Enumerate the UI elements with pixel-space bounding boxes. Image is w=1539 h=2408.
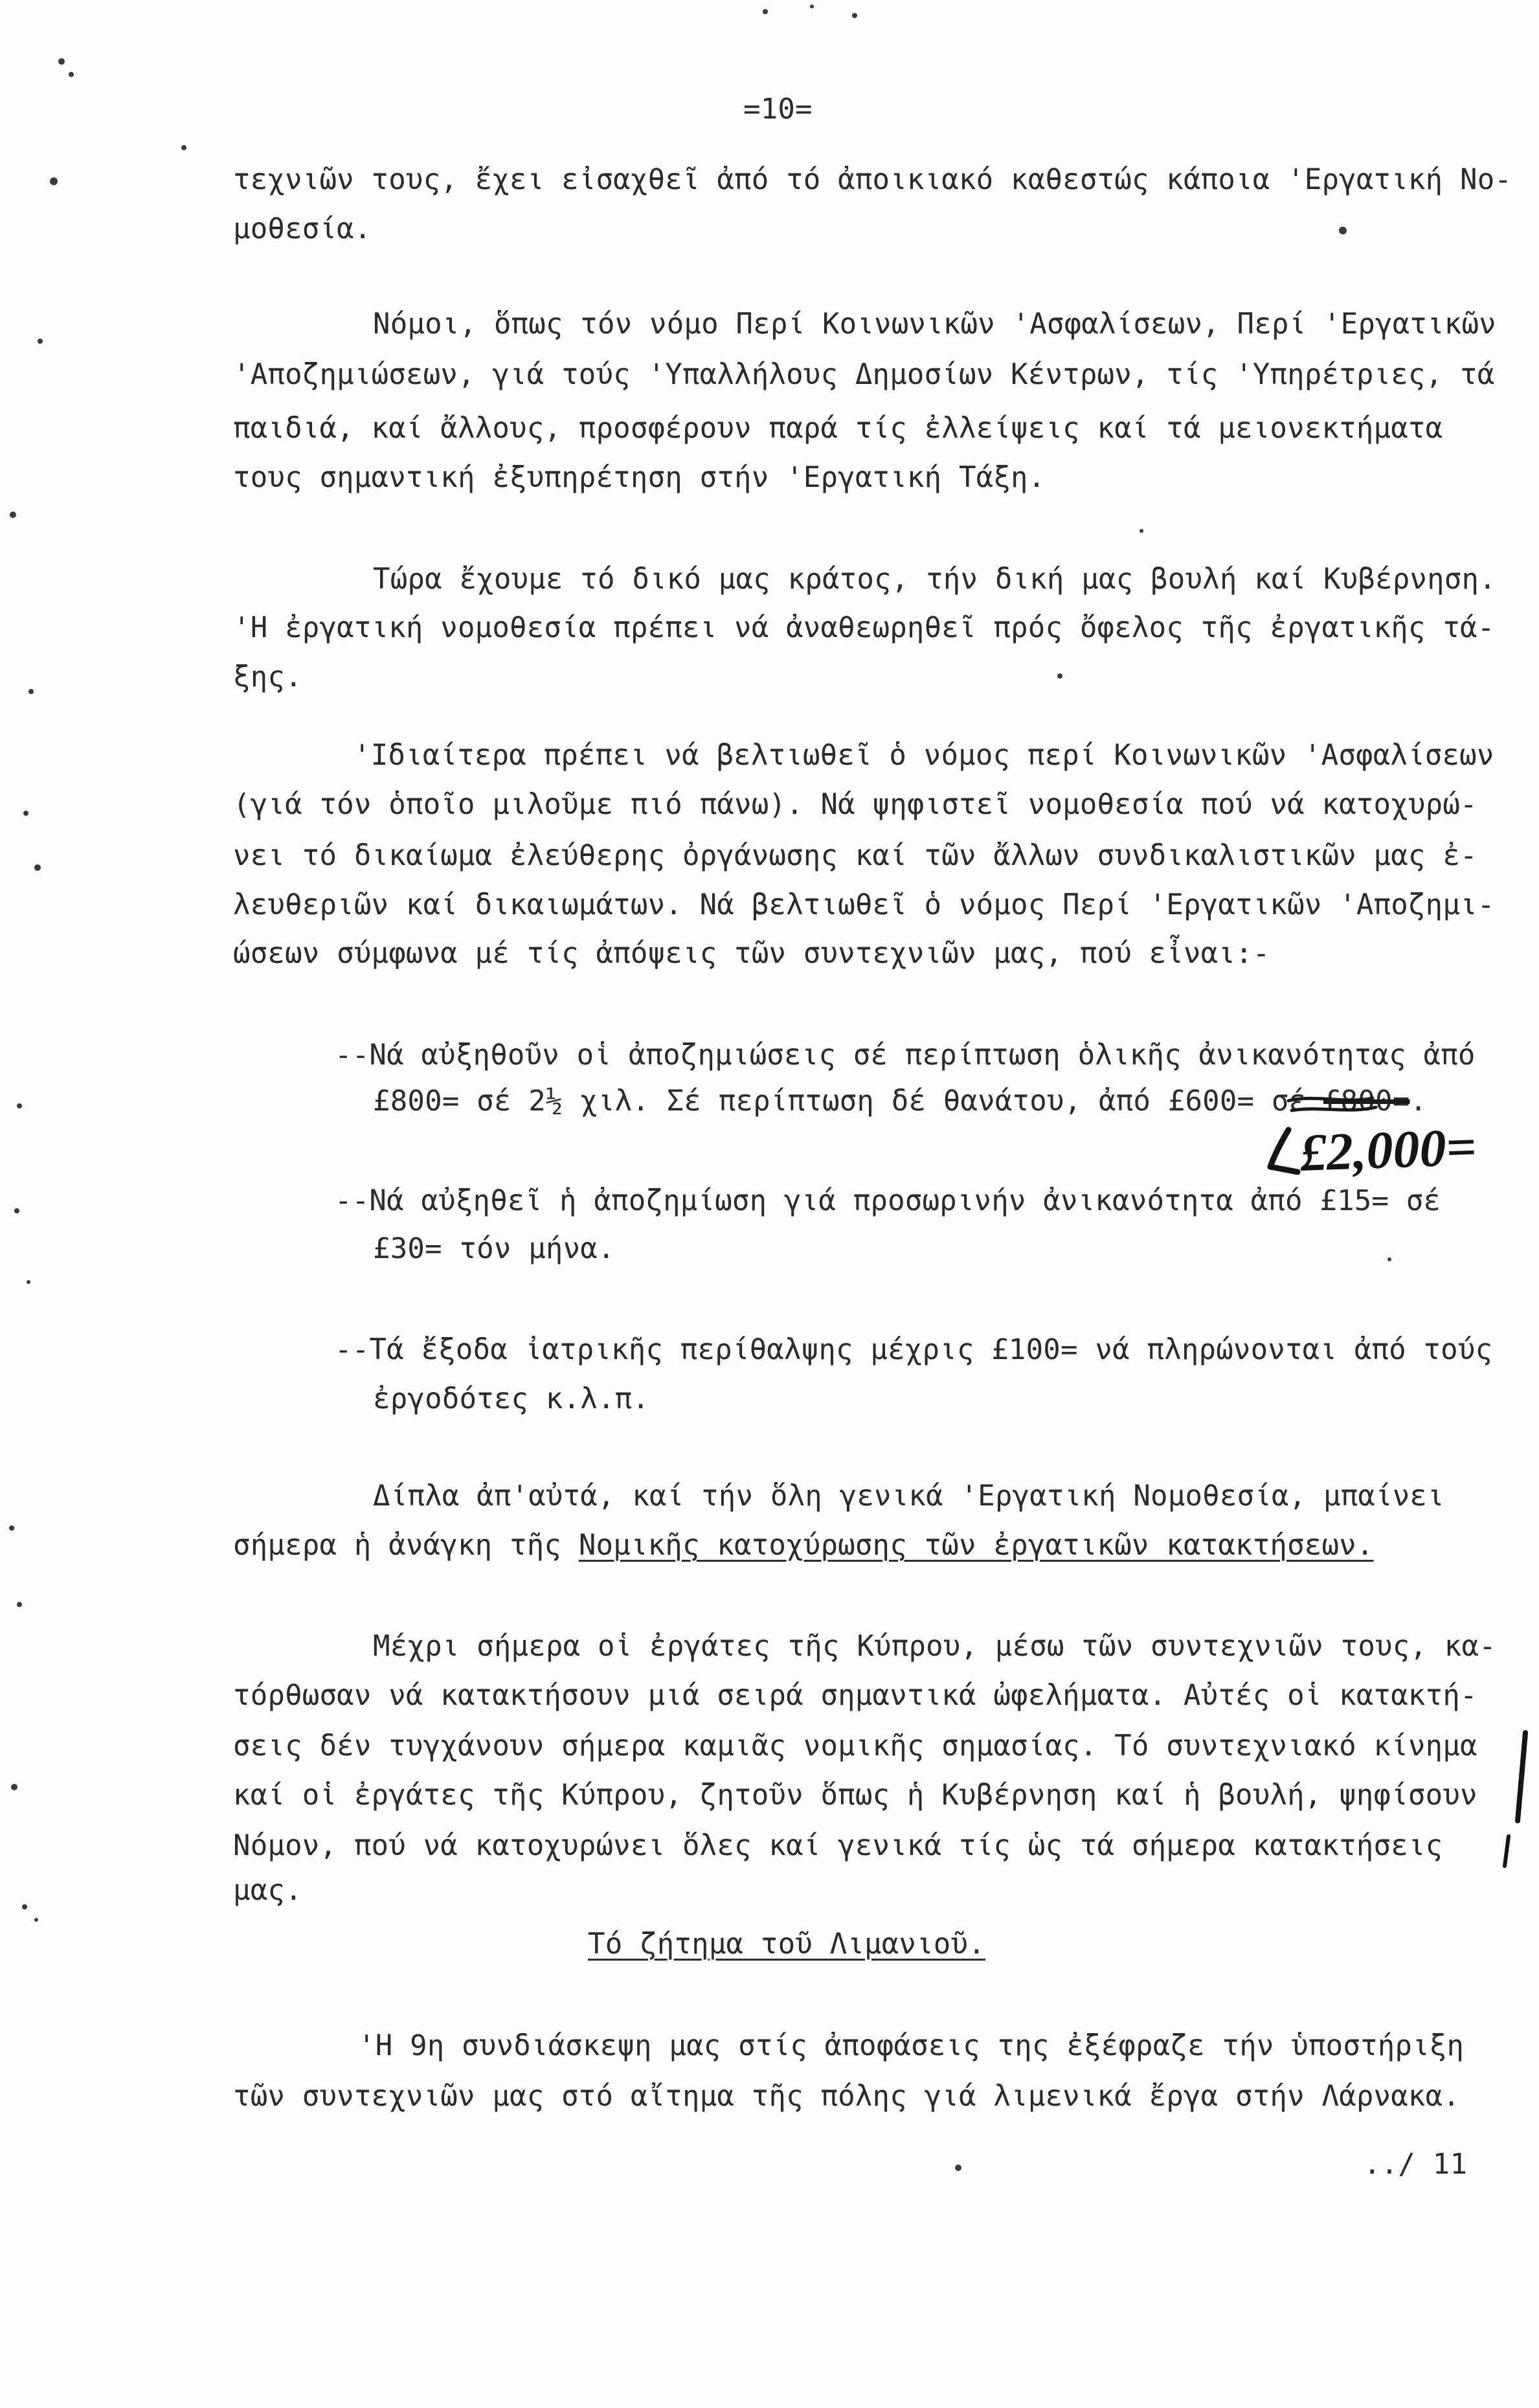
scan-speck	[22, 1904, 27, 1909]
paragraph-6-line-5: Νόμον, πού νά κατοχυρώνει ὅλες καί γενικά τίς ὡς τά σήμερα κατακτήσεις	[233, 1829, 1443, 1862]
scan-speck	[34, 1918, 38, 1922]
struck-amount: £800=	[1323, 1085, 1410, 1118]
scan-speck	[810, 5, 814, 8]
correction-hook-mark	[1270, 1130, 1297, 1172]
paragraph-3-line-2: 'Η ἐργατική νομοθεσία πρέπει νά ἀναθεωρηθεῖ πρός ὄφελος τῆς ἐργατικῆς τά-	[233, 611, 1495, 644]
underlined-phrase: Νομικῆς κατοχύρωσης τῶν ἐργατικῶν κατακτήσεων.	[578, 1529, 1374, 1562]
paragraph-6-line-2: τόρθωσαν νά κατακτήσουν μιά σειρά σημαντικά ὠφελήματα. Αὐτές οἱ κατακτή-	[233, 1679, 1477, 1712]
bullet-1-line-2-text: £800= σέ 2½ χιλ. Σέ περίπτωση δέ θανάτου, ἀπό £600= σέ	[373, 1085, 1323, 1118]
paragraph-4-line-3: νει τό δικαίωμα ἐλεύθερης ὀργάνωσης καί τῶν ἄλλων συνδικαλιστικῶν μας ἐ-	[233, 839, 1477, 872]
scan-speck	[23, 811, 28, 816]
paragraph-2-line-3: παιδιά, καί ἄλλους, προσφέρουν παρά τίς ἐλλείψεις καί τά μειονεκτήματα	[233, 412, 1443, 445]
bullet-2-line-1: --Νά αὐξηθεῖ ἡ ἀποζημίωση γιά προσωρινήν ἀνικανότητα ἀπό £15= σέ	[335, 1184, 1441, 1217]
paragraph-6-line-6: μας.	[233, 1874, 302, 1907]
paragraph-4-line-1: 'Ιδιαίτερα πρέπει νά βελτιωθεῖ ὁ νόμος περί Κοινωνικῶν 'Ασφαλίσεων	[354, 739, 1494, 772]
paragraph-6-line-4: καί οἱ ἐργάτες τῆς Κύπρου, ζητοῦν ὅπως ἡ Κυβέρνηση καί ἡ βουλή, ψηφίσουν	[233, 1779, 1477, 1812]
scan-speck	[28, 689, 34, 694]
bullet-3-line-1: --Τά ἔξοδα ἰατρικῆς περίθαλψης μέχρις £100= νά πληρώνονται ἀπό τούς	[335, 1333, 1493, 1366]
section-heading: Τό ζήτημα τοῦ Λιμανιοῦ.	[588, 1928, 985, 1961]
paragraph-5-line-1: Δίπλα ἀπ'αὐτά, καί τήν ὅλη γενικά 'Εργατική Νομοθεσία, μπαίνει	[373, 1480, 1444, 1513]
paragraph-4-line-2: (γιά τόν ὁποῖο μιλοῦμε πιό πάνω). Νά ψηφιστεῖ νομοθεσία πού νά κατοχυρώ-	[233, 788, 1477, 821]
scan-speck	[1140, 529, 1143, 533]
scan-speck	[9, 1525, 14, 1531]
bullet-1-line-2	[373, 1087, 1427, 1116]
scan-speck	[763, 9, 768, 14]
paragraph-1-line-2: μοθεσία.	[233, 212, 372, 245]
paragraph-4-line-4: λευθεριῶν καί δικαιωμάτων. Νά βελτιωθεῖ ὁ νόμος Περί 'Εργατικῶν 'Αποζημι-	[233, 888, 1495, 921]
paragraph-2-line-1: Νόμοι, ὅπως τόν νόμο Περί Κοινωνικῶν 'Ασφαλίσεων, Περί 'Εργατικῶν	[373, 308, 1496, 341]
margin-mark	[1518, 1733, 1525, 1821]
scan-speck	[34, 864, 41, 871]
bullet-3-line-2: ἐργοδότες κ.λ.π.	[373, 1382, 650, 1415]
paragraph-2-line-4: τους σημαντική ἐξυπηρέτηση στήν 'Εργατική Τάξη.	[233, 461, 1046, 494]
scan-speck	[1387, 1257, 1391, 1261]
paragraph-1-line-1: τεχνιῶν τους, ἔχει εἰσαχθεῖ ἀπό τό ἀποικιακό καθεστώς κάποια 'Εργατική Νο-	[233, 163, 1512, 196]
scan-speck	[17, 1602, 22, 1607]
paragraph-5-line-2-text: σήμερα ἡ ἀνάγκη τῆς	[233, 1529, 579, 1562]
bullet-1-line-2-end: .	[1410, 1085, 1428, 1118]
paragraph-4-line-5: ώσεων σύμφωνα μέ τίς ἀπόψεις τῶν συντεχνιῶν μας, πού εἶναι:-	[233, 937, 1270, 970]
paragraph-2-line-2: 'Αποζημιώσεων, γιά τούς 'Υπαλλήλους Δημοσίων Κέντρων, τίς 'Υπηρέτριες, τά	[233, 358, 1495, 391]
scan-speck	[10, 512, 16, 518]
paragraph-7-line-1: 'Η 9η συνδιάσκεψη μας στίς ἀποφάσεις της ἐξέφραζε τήν ὑποστήριξη	[358, 2029, 1465, 2062]
continuation-marker: ../ 11	[1364, 2148, 1468, 2181]
paragraph-6-line-3: σεις δέν τυγχάνουν σήμερα καμιᾶς νομικῆς σημασίας. Τό συντεχνιακό κίνημα	[233, 1729, 1477, 1762]
scan-speck	[14, 1208, 19, 1213]
scan-speck	[50, 177, 58, 185]
paragraph-3-line-3: ξης.	[233, 660, 302, 693]
scan-speck	[852, 13, 857, 18]
scan-speck	[181, 145, 186, 150]
scan-speck	[11, 1784, 17, 1790]
handwritten-correction: £2,000=	[1299, 1117, 1477, 1182]
scan-speck	[38, 339, 43, 344]
scan-speck	[69, 72, 74, 77]
scan-speck	[955, 2165, 961, 2171]
paragraph-6-line-1: Μέχρι σήμερα οἱ ἐργάτες τῆς Κύπρου, μέσω τῶν συντεχνιῶν τους, κα-	[373, 1630, 1496, 1663]
scan-speck	[17, 1103, 22, 1108]
bullet-2-line-2: £30= τόν μήνα.	[373, 1232, 615, 1265]
scan-speck	[1339, 227, 1347, 234]
scan-speck	[1057, 673, 1062, 679]
paragraph-7-line-2: τῶν συντεχνιῶν μας στό αἴτημα τῆς πόλης γιά λιμενικά ἔργα στήν Λάρνακα.	[233, 2080, 1461, 2113]
paragraph-5-line-2	[233, 1531, 1374, 1560]
scan-speck	[58, 58, 65, 65]
paragraph-3-line-1: Τώρα ἔχουμε τό δικό μας κράτος, τήν δική μας βουλή καί Κυβέρνηση.	[373, 563, 1496, 596]
scan-speck	[27, 1280, 30, 1284]
bullet-1-line-1: --Νά αὐξηθοῦν οἱ ἀποζημιώσεις σέ περίπτωση ὁλικῆς ἀνικανότητας ἀπό	[335, 1039, 1476, 1072]
margin-mark	[1505, 1836, 1509, 1866]
page-number: =10=	[743, 93, 813, 126]
